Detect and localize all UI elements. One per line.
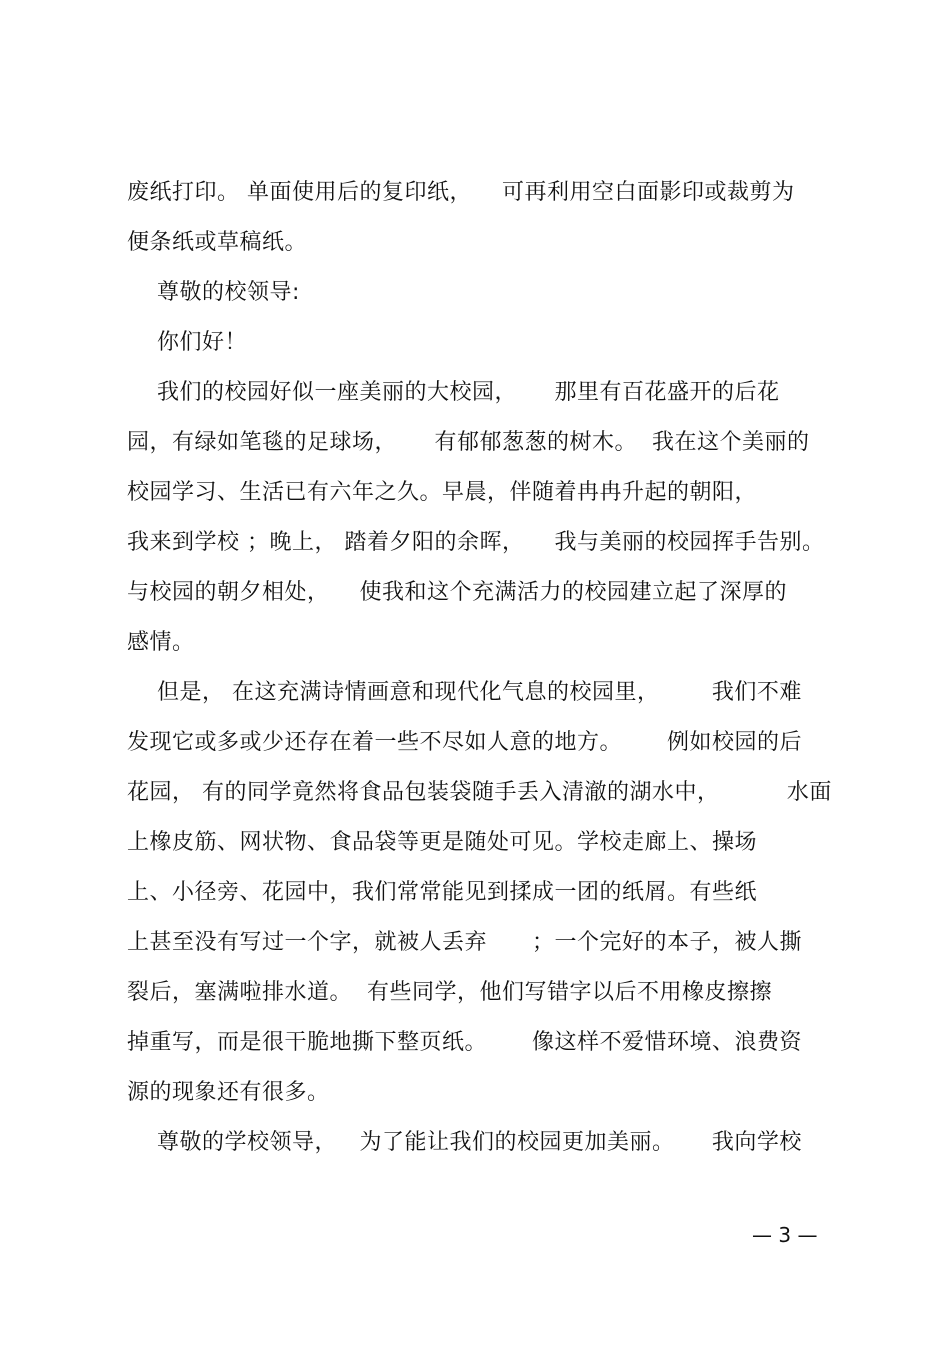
text-line: 发现它或多或少还存在着一些不尽如人意的地方。 例如校园的后 (127, 730, 802, 755)
text-line: 但是， 在这充满诗情画意和现代化气息的校园里， 我们不难 (127, 680, 802, 705)
text-line: 源的现象还有很多。 (127, 1080, 330, 1105)
text-line: 我们的校园好似一座美丽的大校园， 那里有百花盛开的后花 (127, 380, 780, 405)
text-line: 裂后，塞满啦排水道。 有些同学，他们写错字以后不用橡皮擦擦 (127, 980, 772, 1005)
text-line: 上甚至没有写过一个字，就被人丢弃 ；一个完好的本子，被人撕 (127, 930, 802, 955)
text-line: 花园， 有的同学竟然将食品包装袋随手丢入清澈的湖水中， 水面 (127, 780, 832, 805)
text-line: 便条纸或草稿纸。 (127, 230, 308, 255)
text-line: 校园学习、生活已有六年之久。早晨，伴随着冉冉升起的朝阳， (127, 480, 758, 505)
page-number: — 3 — (752, 1223, 818, 1247)
text-line: 尊敬的学校领导， 为了能让我们的校园更加美丽。 我向学校 (127, 1130, 802, 1155)
text-line: 我来到学校 ；晚上， 踏着夕阳的余晖， 我与美丽的校园挥手告别。 (127, 530, 825, 555)
greeting-line: 你们好！ (127, 330, 247, 355)
salutation-line: 尊敬的校领导: (127, 280, 300, 305)
text-line: 园，有绿如笔毯的足球场， 有郁郁葱葱的树木。 我在这个美丽的 (127, 430, 810, 455)
text-line: 与校园的朝夕相处， 使我和这个充满活力的校园建立起了深厚的 (127, 580, 787, 605)
text-line: 掉重写，而是很干脆地撕下整页纸。 像这样不爱惜环境、浪费资 (127, 1030, 802, 1055)
text-line: 感情。 (127, 630, 195, 655)
text-line: 废纸打印。 单面使用后的复印纸， 可再利用空白面影印或裁剪为 (127, 180, 795, 205)
text-line: 上、小径旁、花园中，我们常常能见到揉成一团的纸屑。有些纸 (127, 880, 758, 905)
text-line: 上橡皮筋、网状物、食品袋等更是随处可见。学校走廊上、操场 (127, 830, 758, 855)
